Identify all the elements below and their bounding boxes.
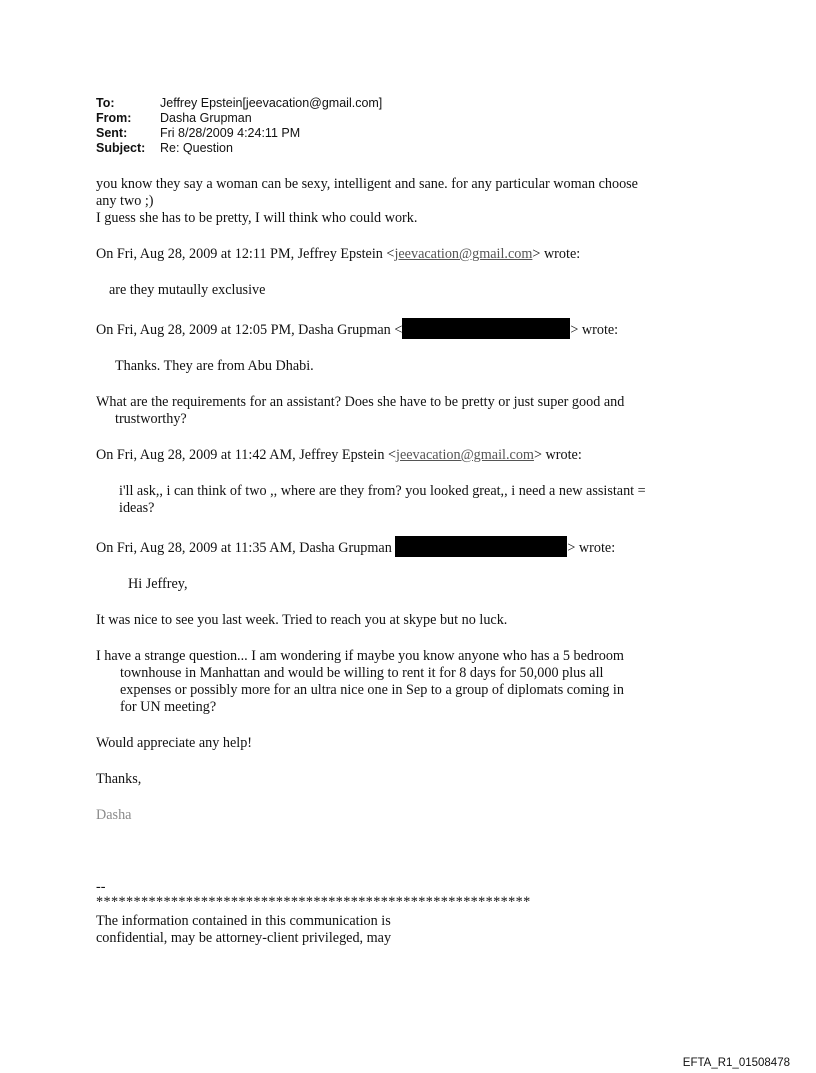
sent-value: Fri 8/28/2009 4:24:11 PM [160,126,301,140]
quote-header-suffix: > wrote: [532,246,581,262]
header-from-row [96,111,382,126]
to-label: To: [96,96,115,110]
redaction-box [402,318,570,339]
reply-paragraph [96,176,736,227]
quote-header-suffix: > wrote: [533,447,582,463]
message-paragraph [96,648,736,716]
message-line: townhouse in Manhattan and would be willing to rent it for 8 days for 50,000 plus all [120,665,604,681]
subject-label: Subject: [96,141,146,155]
redaction-box [395,536,567,557]
quoted-message: Thanks. They are from Abu Dhabi. [115,358,314,374]
sent-label: Sent: [96,126,128,140]
reply-line: you know they say a woman can be sexy, intelligent and sane. for any particular woman choose [96,176,638,192]
quote-header [96,246,736,263]
quote-header-prefix: On Fri, Aug 28, 2009 at 11:42 AM, Jeffrey Epstein < [96,447,397,463]
greeting: Hi Jeffrey, [128,576,188,592]
confidentiality-line: confidential, may be attorney-client privileged, may [96,930,392,946]
reply-line: any two ;) [96,193,154,209]
email-body [96,176,736,947]
from-label: From: [96,111,132,125]
signature: Dasha [96,807,132,823]
email-link[interactable]: jeevacation@gmail.com [394,246,533,262]
message-line: expenses or possibly more for an ultra nice one in Sep to a group of diplomats coming in [120,682,624,698]
confidentiality-line: The information contained in this communication is [96,913,391,929]
header-sent-row [96,126,382,141]
signature-separator: -- [96,879,106,895]
subject-value: Re: Question [160,141,233,155]
quote-header [96,536,736,557]
document-id: EFTA_R1_01508478 [682,1057,790,1069]
email-header [96,96,382,156]
closing: Thanks, [96,771,142,787]
header-subject-row [96,141,382,156]
quoted-message [96,483,736,517]
quote-header-prefix: On Fri, Aug 28, 2009 at 12:11 PM, Jeffrey Epstein < [96,246,395,262]
reply-line: I guess she has to be pretty, I will think who could work. [96,210,418,226]
quote-header-prefix: On Fri, Aug 28, 2009 at 11:35 AM, Dasha Grupman [96,540,392,556]
quoted-message [96,394,736,428]
message-paragraph: It was nice to see you last week. Tried to reach you at skype but no luck. [96,612,508,628]
message-line: I have a strange question... I am wondering if maybe you know anyone who has a 5 bedroom [96,648,624,664]
asterisk-divider: ********************************************************** [96,894,531,910]
quote-header-prefix: On Fri, Aug 28, 2009 at 12:05 PM, Dasha Grupman < [96,322,403,338]
message-paragraph: Would appreciate any help! [96,735,253,751]
quoted-line: ideas? [119,500,155,516]
header-to-row [96,96,382,111]
quoted-message: are they mutaully exclusive [109,282,266,298]
quoted-line: i'll ask,, i can think of two ,, where are they from? you looked great,, i need a new assistant = [119,483,646,499]
message-line: for UN meeting? [120,699,217,715]
quoted-line: What are the requirements for an assistant? Does she have to be pretty or just super good and [96,394,625,410]
email-link[interactable]: jeevacation@gmail.com [396,447,534,463]
from-value: Dasha Grupman [160,111,252,125]
quote-header [96,447,736,464]
quote-header [96,318,736,339]
quote-header-suffix: > wrote: [567,540,616,556]
to-value: Jeffrey Epstein[jeevacation@gmail.com] [160,96,383,110]
quote-header-suffix: > wrote: [570,322,619,338]
quoted-line: trustworthy? [115,411,187,427]
